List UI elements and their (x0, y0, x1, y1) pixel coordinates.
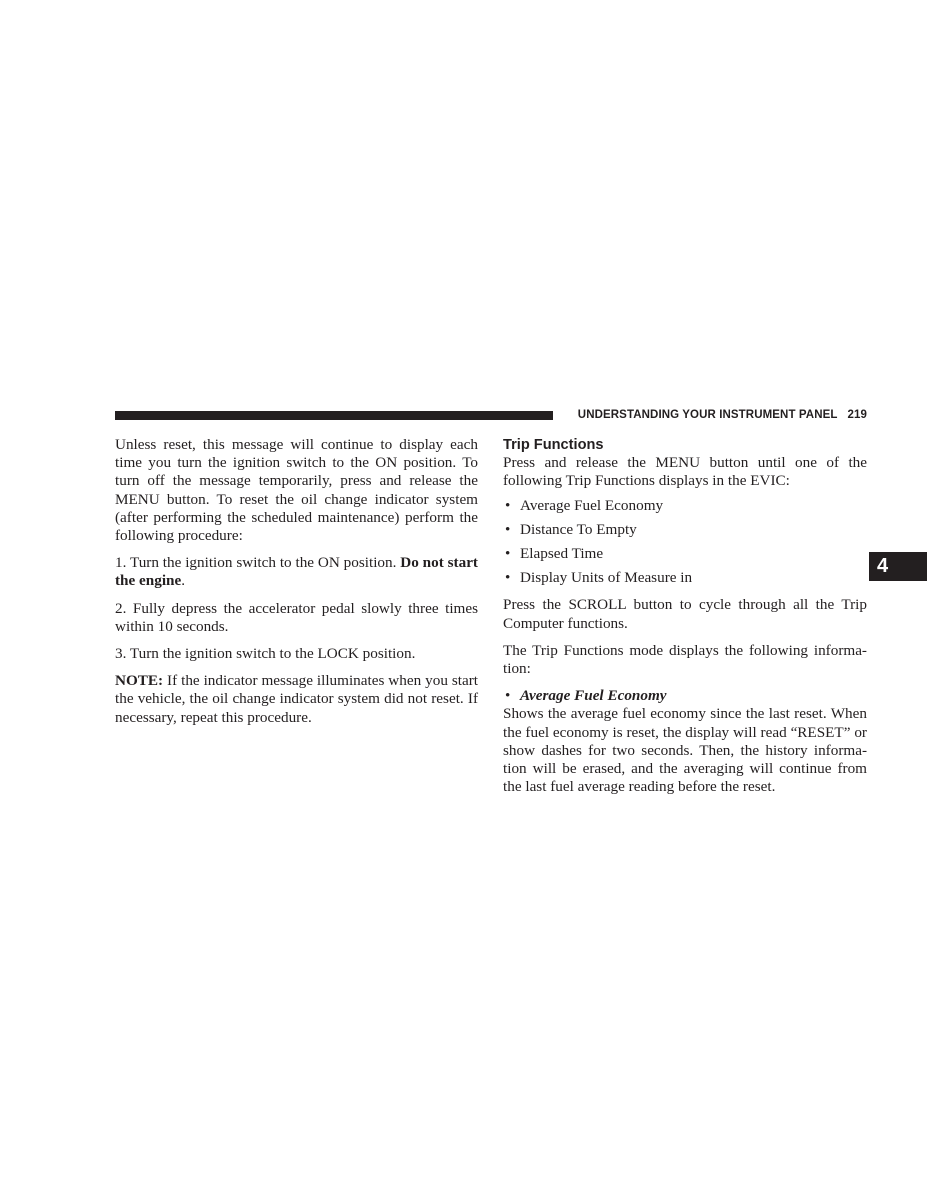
trip-functions-list (503, 497, 867, 588)
sub-heading-label: Average Fuel Economy (520, 687, 667, 705)
page-number: 219 (847, 409, 867, 421)
list-item (503, 545, 867, 563)
step-1-warning: Do not start the engine (115, 554, 478, 590)
step-3: 3. Turn the ignition switch to the LOCK position. (115, 645, 416, 663)
note-label: NOTE: (115, 672, 164, 690)
list-item (503, 569, 867, 587)
scroll-instruction: Press the SCROLL button to cycle through all the Trip Computer functions. (503, 596, 867, 632)
chapter-tab: 4 (869, 552, 927, 581)
running-header (564, 409, 867, 421)
left-column (115, 436, 478, 727)
list-item (503, 521, 867, 539)
list-item-label: Average Fuel Economy (520, 496, 664, 514)
oil-reset-intro: Unless reset, this message will continue to display each time you turn the ignition switch to the ON position. To turn off the message temporarily, press and release the MENU button. To reset the oil change indicator system (after performing the scheduled maintenance) perform the following procedure: (115, 436, 478, 545)
right-column (503, 436, 867, 796)
section-heading: Trip Functions (503, 437, 604, 453)
step-2: 2. Fully depress the accelerator pedal slowly three times within 10 seconds. (115, 599, 478, 635)
bullet-icon: • (505, 544, 511, 562)
section-title: UNDERSTANDING YOUR INSTRUMENT PANEL (577, 409, 838, 421)
sub-heading (503, 687, 867, 705)
header-rule (115, 411, 553, 420)
trip-intro: Press and release the MENU button until one of the following Trip Functions displays in the EVIC: (503, 454, 867, 490)
bullet-icon: • (505, 687, 511, 705)
note (115, 672, 478, 727)
step-1-text: 1. Turn the ignition switch to the ON position. (115, 554, 401, 572)
mode-description: The Trip Functions mode displays the following informa-tion: (503, 641, 867, 677)
step-1 (115, 554, 478, 590)
bullet-icon: • (505, 569, 511, 587)
list-item-label: Elapsed Time (520, 544, 604, 562)
list-item-label: Display Units of Measure in (520, 569, 693, 587)
bullet-icon: • (505, 520, 511, 538)
list-item-label: Distance To Empty (520, 520, 637, 538)
step-1-end: . (181, 572, 186, 590)
bullet-icon: • (505, 496, 511, 514)
average-fuel-economy-text: Shows the average fuel economy since the last reset. When the fuel economy is reset, the display will read “RESET” or show dashes for two seconds. Then, the history informa-tion will be erased, and the averaging will continue from the last fuel average reading before the reset. (503, 705, 867, 796)
note-text: If the indicator message illuminates when you start the vehicle, the oil change indicator system did not reset. If necessary, repeat this procedure. (115, 672, 478, 726)
list-item (503, 497, 867, 515)
